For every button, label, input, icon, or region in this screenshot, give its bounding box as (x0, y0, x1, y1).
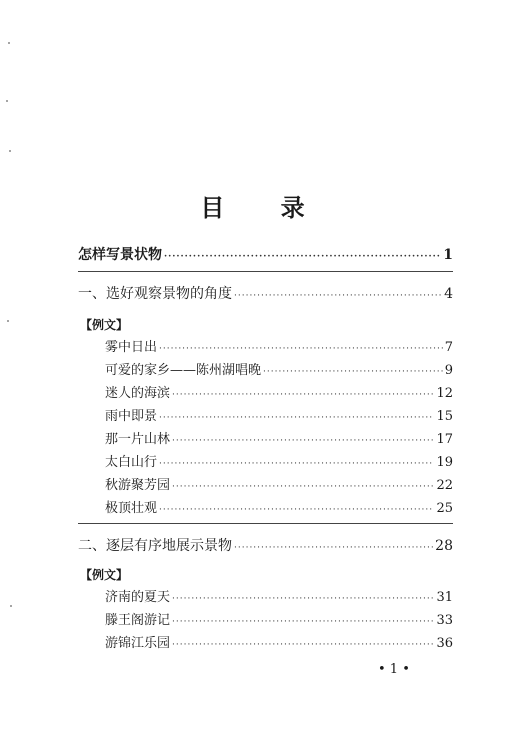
toc-item[interactable] (105, 451, 453, 470)
section-heading: 二、逐层有序地展示景物 (78, 538, 232, 554)
item-page: 7 (444, 340, 453, 355)
dot-leader (234, 543, 433, 553)
item-title: 游锦江乐园 (105, 636, 171, 651)
item-title: 济南的夏天 (105, 590, 171, 605)
dot-leader (172, 617, 434, 627)
toc-intro-title: 怎样写景状物 (78, 247, 162, 263)
toc-item[interactable] (105, 632, 453, 651)
item-page: 19 (436, 455, 453, 470)
item-page: 36 (436, 636, 453, 651)
divider (78, 271, 453, 272)
section-page: 4 (444, 286, 453, 302)
dot-leader (159, 344, 443, 354)
page-title: 目 录 (200, 193, 329, 222)
item-title: 雾中日出 (105, 340, 158, 355)
toc-item[interactable] (105, 405, 453, 424)
toc-item[interactable] (105, 586, 453, 605)
item-title: 迷人的海滨 (105, 386, 171, 401)
toc-section-2[interactable] (78, 535, 453, 555)
page-number: • 1 • (378, 662, 410, 677)
scan-speck (10, 605, 12, 607)
scan-speck (8, 42, 10, 44)
item-title: 太白山行 (105, 455, 158, 470)
item-page: 12 (436, 386, 453, 401)
dot-leader (164, 252, 441, 262)
item-title: 雨中即景 (105, 409, 158, 424)
dot-leader (172, 436, 434, 446)
toc-intro-entry[interactable] (78, 244, 453, 264)
section-heading: 一、选好观察景物的角度 (78, 286, 232, 302)
item-page: 22 (436, 478, 453, 493)
toc-item[interactable] (105, 609, 453, 628)
item-title: 那一片山林 (105, 432, 171, 447)
scan-speck (6, 100, 8, 102)
section-page: 28 (435, 538, 453, 554)
item-title: 可爱的家乡——陈州湖唱晚 (105, 363, 262, 378)
item-title: 极顶壮观 (105, 501, 158, 516)
item-page: 31 (436, 590, 453, 605)
dot-leader (172, 390, 434, 400)
item-page: 33 (436, 613, 453, 628)
example-label: 【例文】 (80, 568, 129, 582)
item-page: 15 (436, 409, 453, 424)
dot-leader (263, 367, 443, 377)
dot-leader (234, 291, 442, 301)
toc-item[interactable] (105, 359, 453, 378)
toc-item[interactable] (105, 428, 453, 447)
item-page: 17 (436, 432, 453, 447)
dot-leader (172, 482, 434, 492)
dot-leader (172, 640, 434, 650)
scan-speck (9, 150, 11, 152)
toc-section-1[interactable] (78, 283, 453, 303)
dot-leader (159, 413, 434, 423)
item-title: 滕王阁游记 (105, 613, 171, 628)
item-title: 秋游聚芳园 (105, 478, 171, 493)
scan-speck (7, 320, 9, 322)
toc-intro-page: 1 (443, 247, 453, 263)
toc-item[interactable] (105, 382, 453, 401)
toc-item[interactable] (105, 497, 453, 516)
item-page: 25 (436, 501, 453, 516)
toc-item[interactable] (105, 474, 453, 493)
item-page: 9 (444, 363, 453, 378)
divider (78, 523, 453, 524)
dot-leader (159, 505, 434, 515)
example-label: 【例文】 (80, 318, 129, 332)
dot-leader (159, 459, 434, 469)
toc-item[interactable] (105, 336, 453, 355)
dot-leader (172, 594, 434, 604)
